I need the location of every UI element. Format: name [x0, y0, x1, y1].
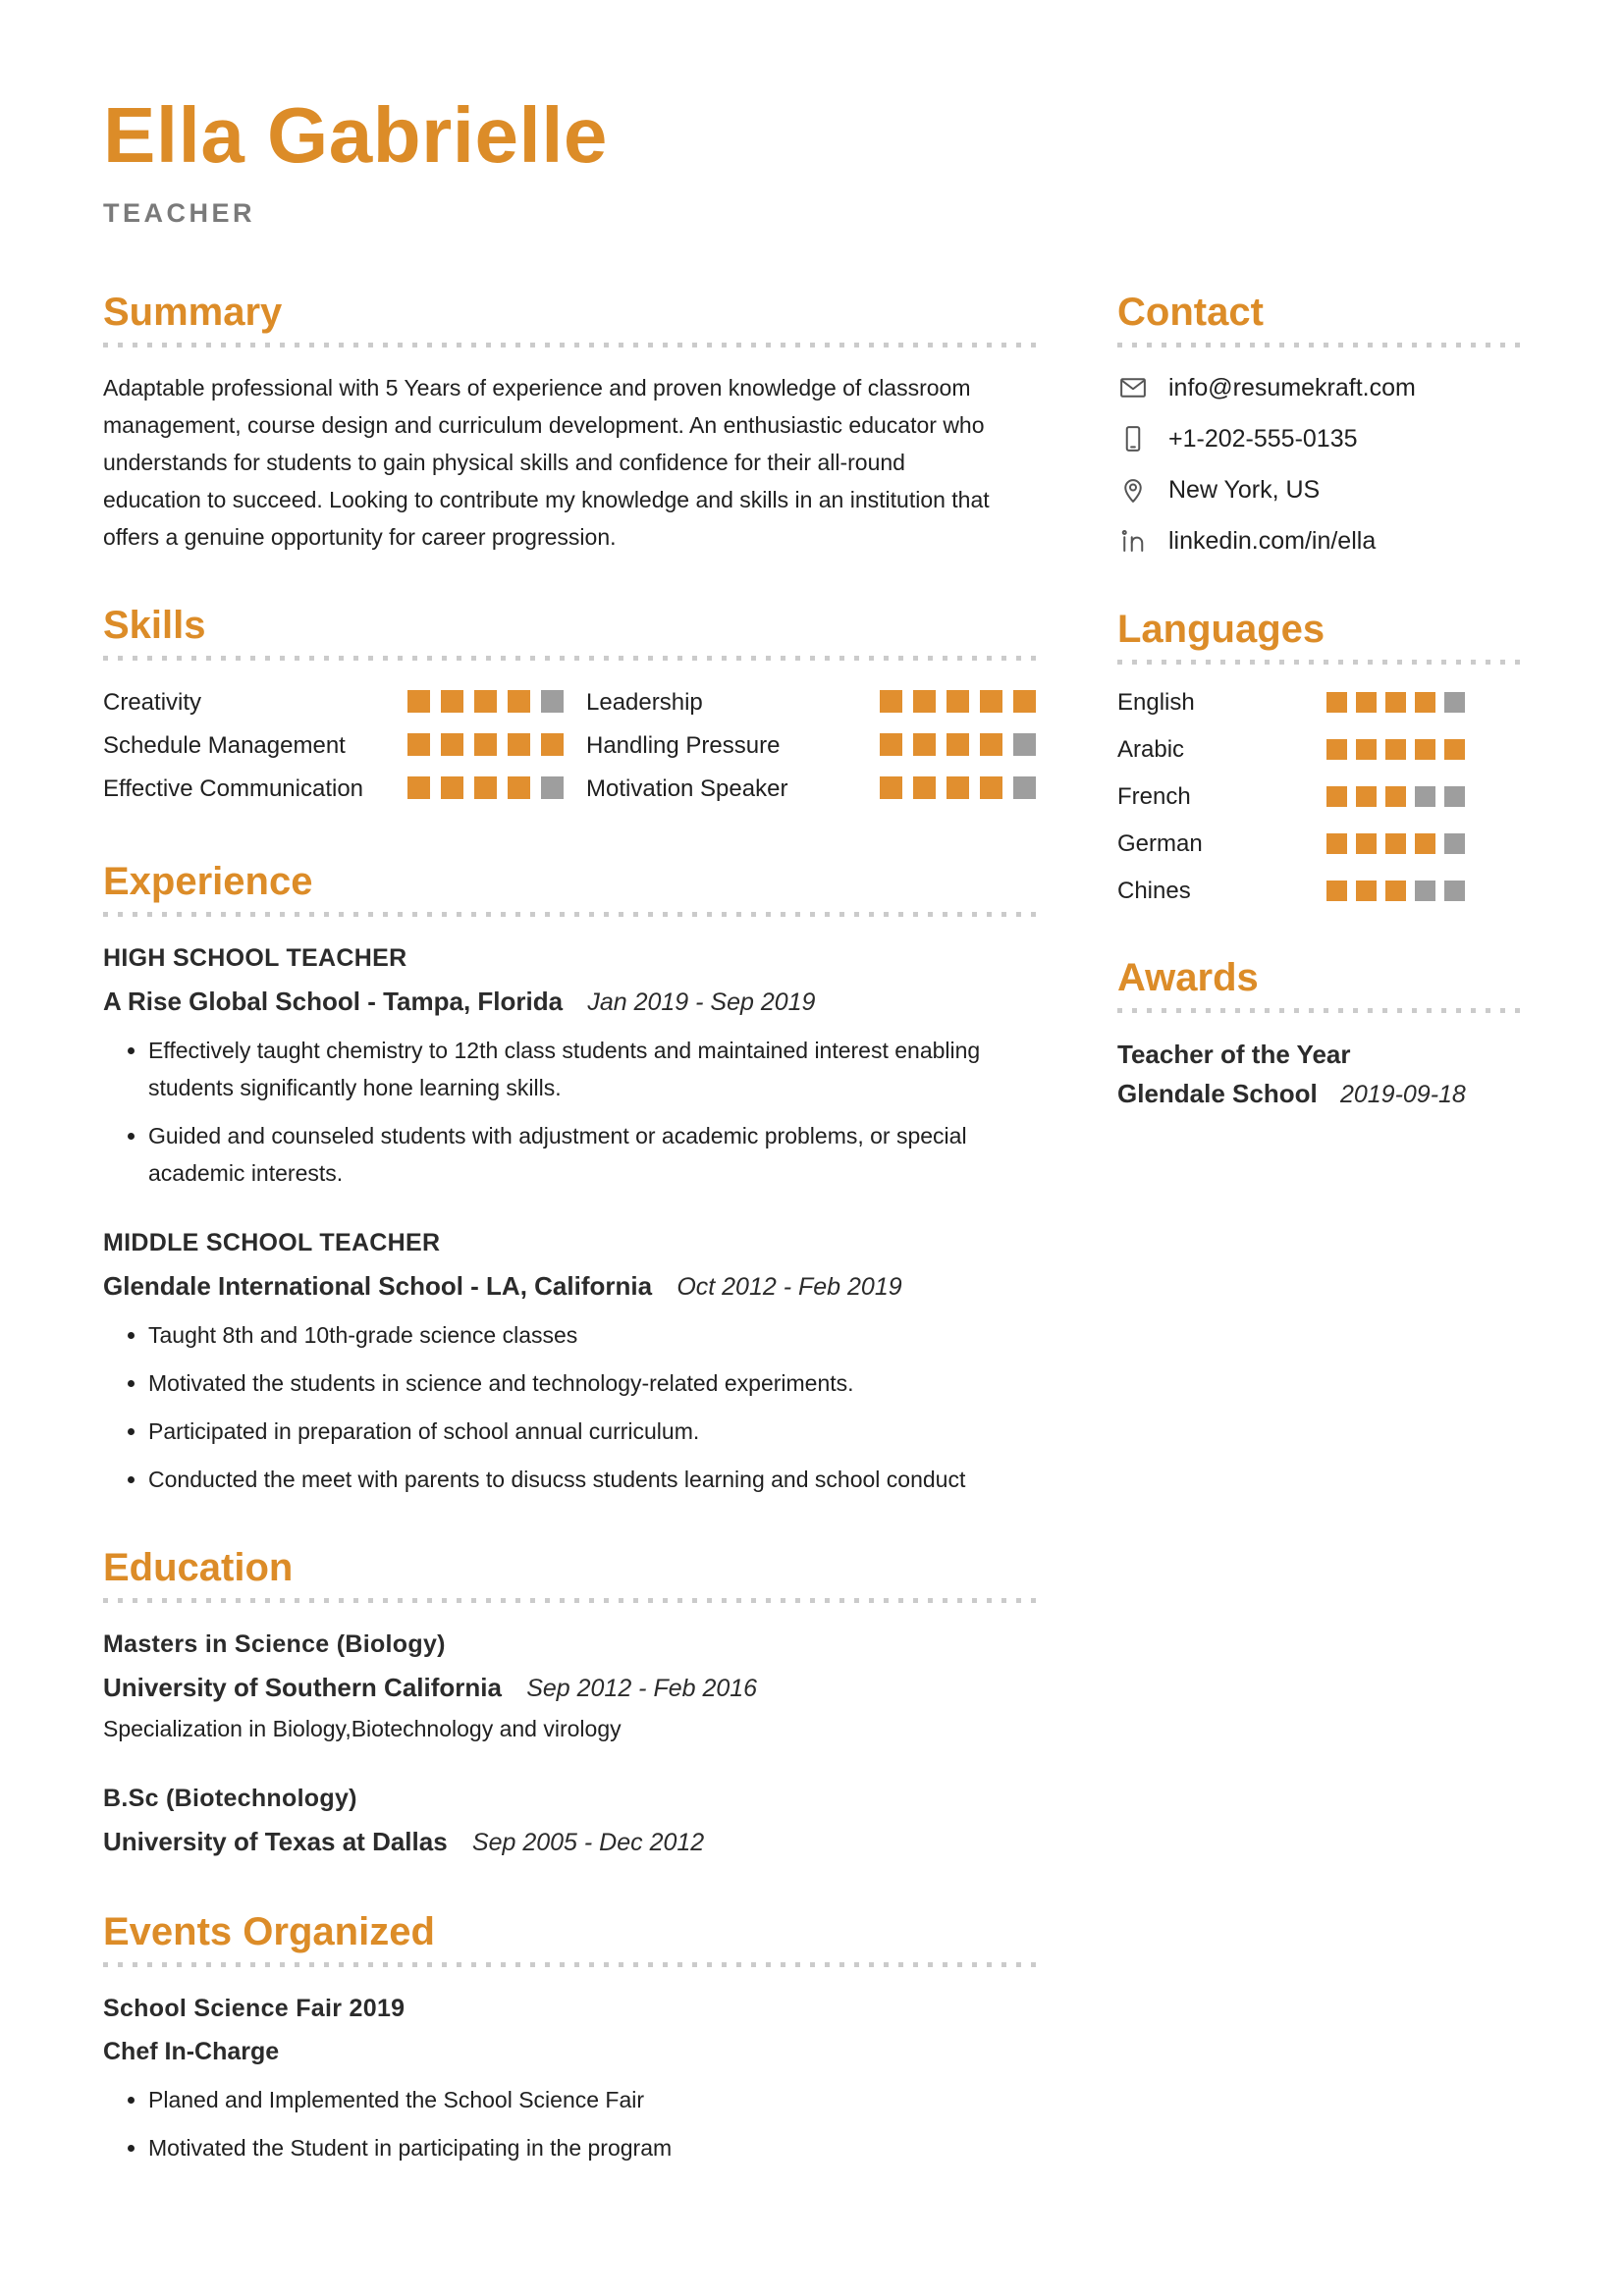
rating-square-filled: [508, 690, 530, 713]
event-role: Chef In-Charge: [103, 2038, 280, 2065]
skill-label: Motivation Speaker: [586, 775, 788, 802]
person-title: TEACHER: [103, 198, 256, 228]
section-awards: [1117, 955, 1522, 1114]
email-icon: [1117, 372, 1149, 403]
education-subline: [103, 1668, 1036, 1708]
dotted-divider: [1117, 1008, 1522, 1013]
degree-title: B.Sc (Biotechnology): [103, 1785, 357, 1812]
rating-square-filled: [980, 776, 1002, 799]
rating-square-empty: [1444, 881, 1465, 901]
rating-square-empty: [1013, 733, 1036, 756]
rating-square-filled: [947, 733, 969, 756]
events-heading: Events Organized: [103, 1910, 435, 1953]
language-row: [1117, 686, 1522, 720]
language-label: English: [1117, 689, 1195, 716]
rating-square-filled: [1326, 833, 1347, 854]
job-bullet: • Conducted the meet with parents to disucss students learning and school conduct: [148, 1461, 1012, 1498]
contact-row-phone: [1117, 420, 1522, 457]
dotted-divider: [103, 1598, 1036, 1603]
rating-square-filled: [1415, 739, 1435, 760]
person-name: Ella Gabrielle: [103, 91, 608, 179]
rating-square-filled: [913, 733, 936, 756]
location-pin-icon: [1117, 474, 1149, 506]
contact-email[interactable]: info@resumekraft.com: [1168, 374, 1416, 401]
job-bullet-list: [103, 1032, 1036, 1192]
rating-square-empty: [1444, 833, 1465, 854]
language-row: [1117, 875, 1522, 908]
job-company: A Rise Global School - Tampa, Florida: [103, 987, 564, 1016]
language-rating: [1326, 786, 1465, 807]
education-dates: Sep 2005 - Dec 2012: [471, 1829, 705, 1856]
degree-title: Masters in Science (Biology): [103, 1630, 446, 1658]
skill-rating: [880, 690, 1036, 713]
rating-square-filled: [474, 776, 497, 799]
rating-square-filled: [1385, 881, 1406, 901]
linkedin-icon: [1117, 525, 1149, 557]
rating-square-filled: [474, 690, 497, 713]
section-contact: [1117, 290, 1522, 560]
rating-square-empty: [1444, 692, 1465, 713]
languages-heading: Languages: [1117, 608, 1325, 651]
rating-square-filled: [1356, 786, 1377, 807]
rating-square-empty: [541, 776, 564, 799]
skill-row: [103, 725, 586, 766]
skill-label: Leadership: [586, 689, 703, 716]
language-row: [1117, 780, 1522, 814]
rating-square-filled: [880, 733, 902, 756]
skill-row: [103, 682, 586, 722]
skill-label: Schedule Management: [103, 732, 346, 759]
job-title: MIDDLE SCHOOL TEACHER: [103, 1229, 441, 1256]
rating-square-filled: [508, 776, 530, 799]
rating-square-filled: [1415, 833, 1435, 854]
rating-square-empty: [1444, 786, 1465, 807]
job-bullet: • Taught 8th and 10th-grade science classes: [148, 1316, 1012, 1354]
dotted-divider: [103, 343, 1036, 347]
language-rating: [1326, 692, 1465, 713]
job-subline: [103, 982, 1036, 1022]
rating-square-filled: [441, 690, 463, 713]
rating-square-filled: [1326, 739, 1347, 760]
education-entry: [103, 1779, 1036, 1862]
rating-square-filled: [508, 733, 530, 756]
language-rating: [1326, 739, 1465, 760]
contact-heading: Contact: [1117, 291, 1264, 334]
dotted-divider: [103, 1962, 1036, 1967]
skill-rating: [880, 776, 1036, 799]
section-events: [103, 1909, 1036, 2166]
skill-rating: [407, 776, 564, 799]
job-company: Glendale International School - LA, California: [103, 1271, 653, 1301]
header: [103, 91, 1522, 229]
rating-square-filled: [1444, 739, 1465, 760]
education-school: University of Texas at Dallas: [103, 1827, 448, 1856]
rating-square-filled: [407, 733, 430, 756]
language-label: French: [1117, 783, 1191, 810]
skill-label: Handling Pressure: [586, 732, 781, 759]
rating-square-filled: [441, 776, 463, 799]
rating-square-filled: [1415, 692, 1435, 713]
skill-label: Creativity: [103, 689, 202, 716]
rating-square-filled: [1326, 881, 1347, 901]
education-heading: Education: [103, 1546, 294, 1589]
rating-square-filled: [407, 690, 430, 713]
rating-square-empty: [1415, 881, 1435, 901]
rating-square-filled: [407, 776, 430, 799]
skill-row: [103, 769, 586, 809]
rating-square-filled: [1356, 833, 1377, 854]
job-bullet-list: [103, 1316, 1036, 1498]
experience-heading: Experience: [103, 860, 313, 903]
job-dates: Oct 2012 - Feb 2019: [676, 1273, 902, 1301]
job-bullet: • Participated in preparation of school annual curriculum.: [148, 1413, 1012, 1450]
skill-row: [586, 725, 1036, 766]
section-skills: [103, 603, 1036, 812]
language-label: Arabic: [1117, 736, 1185, 763]
event-bullet: • Planed and Implemented the School Science Fair: [148, 2081, 1012, 2118]
rating-square-filled: [1385, 786, 1406, 807]
award-title: Teacher of the Year: [1117, 1040, 1351, 1069]
skills-column-right: [586, 682, 1036, 812]
rating-square-filled: [880, 776, 902, 799]
language-row: [1117, 828, 1522, 861]
section-languages: [1117, 607, 1522, 908]
rating-square-filled: [913, 690, 936, 713]
rating-square-empty: [1415, 786, 1435, 807]
job-subline: [103, 1266, 1036, 1307]
job-bullet: • Motivated the students in science and technology-related experiments.: [148, 1364, 1012, 1402]
language-row: [1117, 733, 1522, 767]
contact-row-location: [1117, 471, 1522, 508]
rating-square-filled: [947, 776, 969, 799]
contact-row-email: [1117, 369, 1522, 406]
skill-row: [586, 682, 1036, 722]
side-column: [1117, 290, 1522, 2214]
summary-text: Adaptable professional with 5 Years of experience and proven knowledge of classroom management, course design and curriculum development. An enthusiastic educator who understands for students to gain physical skills and confidence for their all-round education to succeed. Looking to contribute my knowledge and skills in an institution that offers a genuine opportunity for career progression.: [103, 375, 990, 550]
rating-square-filled: [441, 733, 463, 756]
rating-square-filled: [1385, 692, 1406, 713]
rating-square-filled: [980, 733, 1002, 756]
dotted-divider: [1117, 660, 1522, 665]
rating-square-filled: [913, 776, 936, 799]
skill-rating: [407, 690, 564, 713]
rating-square-filled: [947, 690, 969, 713]
event-title: School Science Fair 2019: [103, 1995, 406, 2022]
contact-phone[interactable]: +1-202-555-0135: [1168, 425, 1358, 453]
section-experience: [103, 859, 1036, 1498]
awards-heading: Awards: [1117, 956, 1259, 999]
job-dates: Jan 2019 - Sep 2019: [587, 988, 816, 1016]
language-label: Chines: [1117, 878, 1191, 904]
dotted-divider: [103, 656, 1036, 661]
rating-square-filled: [1013, 690, 1036, 713]
award-subline: [1117, 1074, 1522, 1114]
language-rating: [1326, 881, 1465, 901]
skill-rating: [407, 733, 564, 756]
rating-square-filled: [1356, 739, 1377, 760]
section-summary: [103, 290, 1036, 556]
rating-square-filled: [1356, 692, 1377, 713]
rating-square-filled: [1326, 786, 1347, 807]
main-column: [103, 290, 1036, 2214]
experience-entry: [103, 1223, 1036, 1498]
education-subline: [103, 1822, 1036, 1862]
rating-square-filled: [1326, 692, 1347, 713]
content-columns: [103, 290, 1522, 2214]
rating-square-filled: [541, 733, 564, 756]
award-entry: [1117, 1035, 1522, 1114]
language-rating: [1326, 833, 1465, 854]
section-education: [103, 1545, 1036, 1862]
rating-square-filled: [1385, 833, 1406, 854]
education-dates: Sep 2012 - Feb 2016: [526, 1675, 758, 1702]
contact-row-linkedin: [1117, 522, 1522, 560]
rating-square-empty: [1013, 776, 1036, 799]
language-label: German: [1117, 830, 1203, 857]
experience-entry: [103, 938, 1036, 1192]
job-bullet: • Effectively taught chemistry to 12th class students and maintained interest enabling students significantly hone learning skills.: [148, 1032, 1012, 1106]
job-bullet: • Guided and counseled students with adjustment or academic problems, or special academic interests.: [148, 1117, 1012, 1192]
education-school: University of Southern California: [103, 1673, 502, 1702]
dotted-divider: [103, 912, 1036, 917]
dotted-divider: [1117, 343, 1522, 347]
phone-icon: [1117, 423, 1149, 454]
rating-square-filled: [1385, 739, 1406, 760]
rating-square-filled: [1356, 881, 1377, 901]
contact-linkedin[interactable]: linkedin.com/in/ella: [1168, 527, 1377, 555]
contact-location: New York, US: [1168, 476, 1321, 504]
award-org: Glendale School: [1117, 1079, 1318, 1108]
rating-square-filled: [474, 733, 497, 756]
job-title: HIGH SCHOOL TEACHER: [103, 944, 407, 972]
event-bullet: • Motivated the Student in participating in the program: [148, 2129, 1012, 2166]
rating-square-empty: [541, 690, 564, 713]
rating-square-filled: [980, 690, 1002, 713]
skill-row: [586, 769, 1036, 809]
skill-rating: [880, 733, 1036, 756]
education-entry: [103, 1625, 1036, 1747]
skills-column-left: [103, 682, 586, 812]
skills-heading: Skills: [103, 604, 206, 647]
rating-square-filled: [880, 690, 902, 713]
education-note: Specialization in Biology,Biotechnology and virology: [103, 1716, 622, 1741]
event-bullet-list: [103, 2081, 1036, 2166]
skill-label: Effective Communication: [103, 775, 364, 802]
event-entry: [103, 1989, 1036, 2166]
summary-heading: Summary: [103, 291, 283, 334]
award-date: 2019-09-18: [1339, 1081, 1466, 1108]
